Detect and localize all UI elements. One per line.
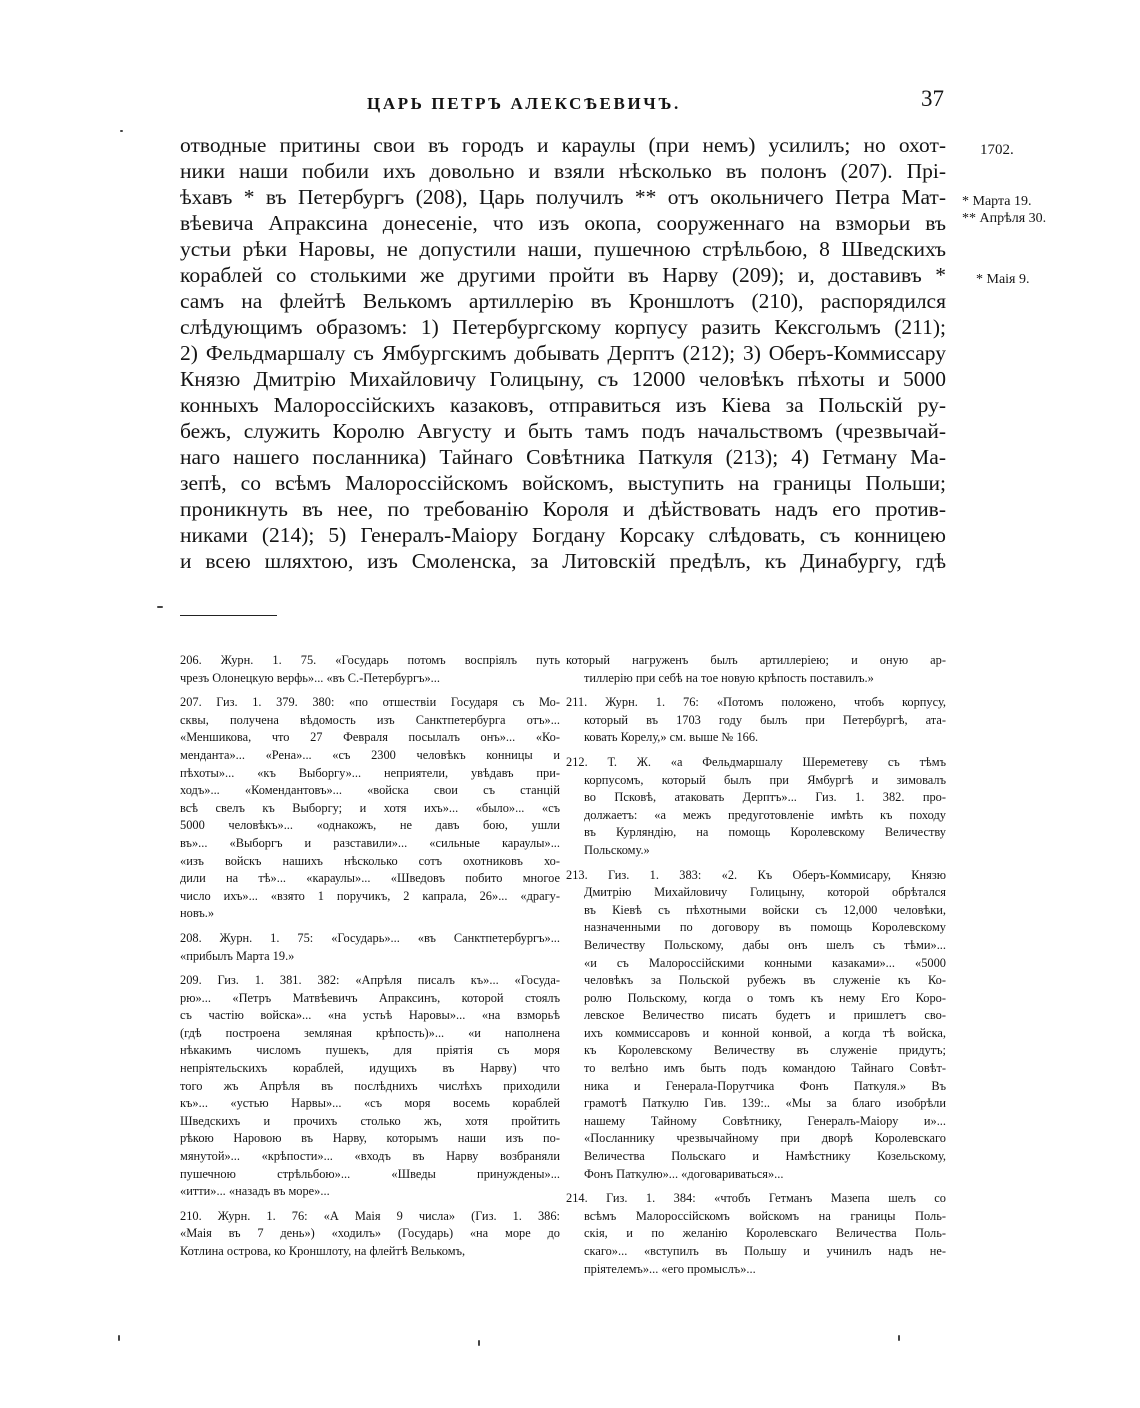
footnote — [566, 1190, 946, 1278]
body-line: слѣдующимъ образомъ: 1) Петербургскому корпусу разить Кексгольмъ (211); — [180, 315, 946, 339]
footnote — [566, 694, 946, 747]
footnote-line: «Посланнику чрезвычайному при дворѣ Королевскаго — [584, 1131, 946, 1146]
footnote-line: назначенными по договору въ помощь Королевскому — [584, 920, 946, 935]
footnote-line: 211. Журн. 1. 76: «Потомъ положено, чтобъ корпусу, — [566, 695, 946, 710]
footnote-line: непріятельскихъ кораблей, идущихъ въ Нарву) что — [180, 1061, 560, 1076]
margin-year: 1702. — [980, 142, 1014, 158]
scan-speck — [157, 606, 163, 608]
footnote — [180, 1208, 560, 1261]
scan-speck — [120, 130, 123, 132]
footnote-line: съ частію войска»... «на устьѣ Наровы»... «на взморьѣ — [180, 1008, 560, 1023]
footnote-line: дили на тѣ»... «караулы»... «Шведовъ побито многое — [180, 871, 560, 886]
footnote-line: 208. Журн. 1. 75: «Государь»... «въ Санктпетербургъ»... — [180, 930, 560, 945]
body-line: и всею шляхтою, изъ Смоленска, за Литовскій предѣлъ, къ Динабургу, гдѣ — [180, 549, 946, 573]
body-line: наго нашего посланника) Тайнаго Совѣтника Паткуля (213); 4) Гетману Ма- — [180, 445, 946, 469]
body-line: ники наши побили ихъ довольно и взяли нѣсколько въ полонъ (207). Прі- — [180, 159, 946, 183]
footnote-line: то велѣно имъ быть подъ командою Тайнаго Совѣт- — [584, 1061, 946, 1076]
footnote-separator — [180, 615, 277, 616]
footnote-line: 207. Гиз. 1. 379. 380: «по отшествіи Государя съ Мо- — [180, 695, 560, 710]
scan-speck — [478, 1340, 480, 1346]
footnote-line: человѣкъ за Польской рубежъ въ служеніе къ Ко- — [584, 973, 946, 988]
footnote-line: 209. Гиз. 1. 381. 382: «Апрѣля писалъ къ»... «Госуда- — [180, 973, 560, 988]
footnote-line: 210. Журн. 1. 76: «А Маія 9 числа» (Гиз. 1. 386: — [180, 1208, 560, 1223]
footnote-line: 212. Т. Ж. «а Фельдмаршалу Шереметеву съ тѣмъ — [566, 754, 946, 769]
footnote-line: 214. Гиз. 1. 384: «чтобъ Гетманъ Мазепа шелъ со — [566, 1191, 946, 1206]
footnote-line: (гдѣ построена земляная крѣпость)»... «и наполнена — [180, 1025, 560, 1040]
footnotes-right-column — [566, 652, 946, 1285]
footnote — [180, 694, 560, 923]
footnote-line: пушечною стрѣльбою»... «Шведы принуждены»... — [180, 1166, 560, 1181]
footnote-line: 5000 человѣкъ»... «однакожъ, не давъ бою, ушли — [180, 818, 560, 833]
footnote-line: 206. Журн. 1. 75. «Государь потомъ воспріялъ путь — [180, 653, 560, 667]
footnote-line: скія, и по желанію Королевскаго Величества Поль- — [584, 1226, 946, 1241]
footnote-line: мянутой»... «крѣпости»... «входъ въ Нарву возбраняли — [180, 1149, 560, 1164]
footnote-line: должаетъ: «а межъ предуготовленіе имѣть къ походу — [584, 807, 946, 822]
body-line: вѣевича Апраксина донесеніе, что изъ окопа, сооруженнаго на взморьи въ — [180, 211, 946, 235]
footnote — [180, 652, 560, 687]
footnote — [180, 930, 560, 965]
body-line: бежъ, служить Королю Августу и быть тамъ подъ начальствомъ (чрезвычай- — [180, 419, 946, 443]
body-line: 2) Фельдмаршалу съ Ямбургскимъ добывать Дерптъ (212); 3) Оберъ-Коммиссару — [180, 341, 946, 365]
running-title: ЦАРЬ ПЕТРЪ АЛЕКСѢЕВИЧЪ. — [367, 94, 681, 113]
scan-speck — [898, 1335, 900, 1341]
footnote-line: ролю Польскому, когда о томъ къ нему Его Коро- — [584, 990, 946, 1005]
body-line: зепѣ, со всѣмъ Малороссійскомъ войскомъ, выступить на границы Польши; — [180, 471, 946, 495]
footnote-line: ковать Корелу,» см. выше № 166. — [584, 730, 759, 745]
footnote-line: въ»... «Выборгъ и разставили»... «сильные караулы»... — [180, 835, 560, 850]
footnote-line: рю»... «Петръ Матвѣевичъ Апраксинъ, которой стоялъ — [180, 990, 560, 1005]
footnote-line: нѣкакимъ числомъ пушекъ, для пріятія съ моря — [180, 1043, 560, 1058]
footnote-line: число ихъ»... «взято 1 поручикъ, 2 капрала, 26»... «драгу- — [180, 888, 560, 903]
footnote-line: Польскому.» — [584, 842, 650, 857]
footnote-line: Величеству Польскому, дабы онъ шелъ съ тѣми»... — [584, 937, 946, 952]
margin-date-note: ** Апрѣля 30. — [962, 211, 1047, 226]
margin-date-note: * Марта 19. — [962, 194, 1032, 209]
footnote-line: во Псковѣ, атаковать Дерптъ»... Гиз. 1. 382. про- — [584, 790, 946, 805]
footnote-line: Фонъ Паткулю»... «договариваться»... — [584, 1166, 784, 1181]
footnotes-left-column — [180, 652, 560, 1268]
body-line: самъ на флейтѣ Велькомъ артиллерію въ Кроншлотъ (210), распорядился — [180, 289, 946, 313]
footnote-line: 213. Гиз. 1. 383: «2. Къ Оберъ-Коммисару, Князю — [566, 867, 946, 882]
footnote-line: «прибылъ Марта 19.» — [180, 948, 295, 963]
footnote-line: ника и Генерала-Порутчика Фонъ Паткуля.» Въ — [584, 1078, 946, 1093]
main-text — [180, 132, 946, 574]
body-line: проникнуть въ нее, по требованію Короля и дѣйствовать надъ его против- — [180, 497, 946, 521]
footnote-line: Дмитрію Михайловичу Голицыну, которой обрѣтался — [584, 885, 946, 900]
body-line: кораблей со столькими же другими пройти въ Нарву (209); и, доставивъ * — [180, 263, 946, 287]
footnote-line: «Меншикова, что 27 Февраля посылалъ онъ»... «Ко- — [180, 730, 560, 745]
footnote — [566, 652, 946, 687]
footnote-line: левское Величество писать будетъ и пришлетъ сво- — [584, 1008, 946, 1023]
running-head — [182, 86, 952, 122]
footnote-line: того жъ Апрѣля въ послѣднихъ числѣхъ приходили — [180, 1078, 560, 1093]
footnote-line: нашему Тайному Совѣтнику, Генералъ-Маіору и»... — [584, 1113, 946, 1128]
footnote-line: рѣкою Наровою въ Нарву, которымъ наши изъ по- — [180, 1131, 560, 1146]
footnote-line: Котлина острова, ко Кроншлоту, на флейтѣ Велькомъ, — [180, 1244, 466, 1258]
scan-speck — [118, 1335, 120, 1341]
footnote-line: менданта»... «Рена»... «съ 2300 человѣкъ конницы и — [180, 747, 560, 762]
footnote-line: скаго»... «вступилъ въ Польшу и учинилъ надъ не- — [584, 1244, 946, 1258]
body-line: устьи рѣки Наровы, не допустили наши, пушечною стрѣльбою, 8 Шведскихъ — [180, 237, 946, 261]
footnote-line: всѣмъ Малороссійскомъ войскомъ на границы Поль- — [584, 1208, 946, 1223]
body-line: никами (214); 5) Генералъ-Маіору Богдану Корсаку слѣдовать, съ конницею — [180, 523, 946, 547]
footnote-line: тиллерію при себѣ на тое новую крѣпость поставилъ.» — [584, 670, 874, 685]
footnote-line: «итти»... «назадъ въ море»... — [180, 1184, 330, 1199]
footnote-line: въ Кіевѣ съ пѣхотными войски съ 12,000 человѣки, — [584, 902, 946, 917]
footnote-line: ходъ»... «Комендантовъ»... «войска свои съ станцій — [180, 783, 560, 798]
footnote-line: чрезъ Олонецкую верфь»... «въ С.-Петербургъ»... — [180, 670, 440, 685]
footnote-line: всѣ свелъ къ Выборгу; и хотя ихъ»... «было»... «съ — [180, 800, 560, 815]
footnote — [180, 972, 560, 1201]
body-line: отводные притины свои въ городъ и караулы (при немъ) усилилъ; но охот- — [180, 133, 946, 157]
body-line: конныхъ Малороссійскихъ казаковъ, отправиться изъ Кіева за Польскій ру- — [180, 393, 946, 417]
footnote-line: къ Королевскому Величеству въ служеніе придутъ; — [584, 1043, 946, 1058]
footnote-line: Величества Польскаго и Намѣстнику Козельскому, — [584, 1149, 946, 1164]
footnote-line: «изъ войскъ нашихъ нѣсколько сотъ охотниковъ хо- — [180, 853, 560, 868]
footnote-line: пріятелемъ»... «его промыслъ»... — [584, 1261, 756, 1276]
margin-date-note: * Маія 9. — [976, 272, 1030, 287]
body-line: Князю Дмитрію Михайловичу Голицыну, съ 12000 человѣкъ пѣхоты и 5000 — [180, 367, 946, 391]
footnote — [566, 754, 946, 860]
footnote-line: корпусомъ, который былъ при Ямбургѣ и зимовалъ — [584, 772, 946, 787]
footnote-line: который нагруженъ былъ артиллеріею; и оную ар- — [566, 653, 946, 667]
footnote-line: грамотѣ Паткулю Гив. 139:.. «Мы за благо изобрѣли — [584, 1096, 946, 1111]
footnote-line: сквы, получена вѣдомость изъ Санктпетербурга отъ»... — [180, 712, 560, 727]
footnote-line: «и съ Малороссійскими конными казаками»... «5000 — [584, 955, 946, 970]
footnote-line: «Маія въ 7 день») «ходилъ» (Государь) «на море до — [180, 1226, 560, 1241]
footnote-line: пѣхоты»... «къ Выборгу»... неприятели, увѣдавъ при- — [180, 765, 560, 780]
body-line: ѣхавъ * въ Петербургъ (208), Царь получилъ ** отъ окольничего Петра Мат- — [180, 185, 946, 209]
page-number: 37 — [921, 86, 944, 111]
footnote-line: въ Курляндію, на помощь Королевскому Величеству — [584, 825, 946, 840]
footnote-line: который въ 1703 году былъ при Петербургѣ, ата- — [584, 712, 946, 727]
footnote-line: новъ.» — [180, 906, 215, 921]
footnote-line: къ»... «устью Нарвы»... «съ моря восемь кораблей — [180, 1096, 560, 1111]
footnote-line: Шведскихъ и прочихъ столько жъ, хотя пройтить — [180, 1113, 560, 1128]
footnote — [566, 867, 946, 1184]
footnote-line: ихъ коммиссаровъ и конной конвой, а когда тѣ войска, — [584, 1025, 946, 1040]
